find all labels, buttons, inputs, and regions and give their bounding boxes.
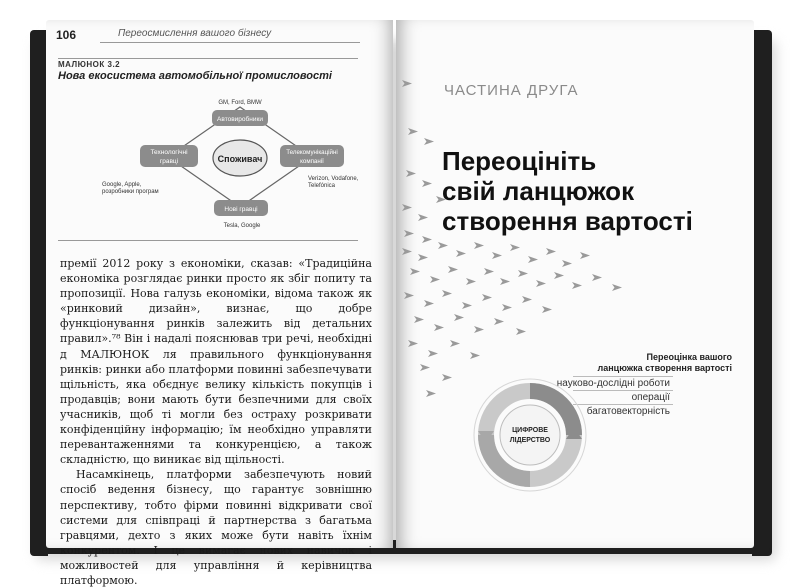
body-text bbox=[60, 256, 372, 588]
cycle-center-label-1: ЦИФРОВЕ bbox=[512, 427, 548, 434]
ecosystem-diagram bbox=[46, 92, 393, 237]
chain-item: науково-дослідні роботи bbox=[556, 378, 670, 389]
telecom-label-2: компанії bbox=[300, 158, 324, 165]
page-number: 106 bbox=[56, 28, 77, 42]
digital-leadership-cycle bbox=[470, 375, 590, 495]
tech-players-label-2: гравці bbox=[159, 158, 179, 165]
chain-item: операції bbox=[631, 392, 670, 403]
telecom-label-1: Телекомунікаційні bbox=[286, 149, 338, 156]
header-rule bbox=[100, 42, 360, 43]
figure-label: МАЛЮНОК 3.2 bbox=[58, 60, 121, 69]
chapter-title-line: Переоцініть bbox=[442, 146, 597, 176]
chain-title-line: Переоцінка вашого bbox=[646, 352, 732, 362]
tech-players-label-1: Технологічні bbox=[150, 149, 188, 156]
consumer-label: Споживач bbox=[217, 154, 263, 164]
arrow-icons bbox=[402, 80, 622, 397]
chain-title-line: ланцюжка створення вартості bbox=[597, 363, 732, 373]
part-label: ЧАСТИНА ДРУГА bbox=[444, 82, 579, 99]
chapter-title bbox=[442, 146, 693, 236]
telecom-note-2: Telefónica bbox=[308, 183, 336, 189]
right-page-edges bbox=[752, 30, 772, 556]
figure-bottom-rule bbox=[58, 240, 358, 241]
telecom-note-1: Verizon, Vodafone, bbox=[308, 176, 359, 182]
automakers-note: GM, Ford, BMW bbox=[218, 100, 262, 106]
running-head: Переосмислення вашого бізнесу bbox=[118, 28, 272, 39]
chapter-title-line: свій ланцюжок bbox=[442, 176, 635, 206]
chain-title bbox=[560, 352, 732, 374]
tech-players-note-2: розробники програм bbox=[102, 189, 159, 195]
figure-title: Нова екосистема автомобільної промисловості bbox=[58, 70, 332, 82]
chapter-title-line: створення вартості bbox=[442, 206, 693, 236]
chain-item: багатовекторність bbox=[586, 406, 670, 417]
automakers-label: Автовиробники bbox=[217, 116, 263, 123]
paragraph: премії 2012 року з економіки, сказав: «Традиційна економіка розглядає ринки просто як збіг попиту та пропозиції. Нова галузь економіки, відома також як «ринковий дизайн», визнає, що добре функціонування ринків залежить від детальних правил».⁷⁸ Він і надалі пояснював три речі, необхідні д МАЛЮНОК ля правильного функціонування ринків: ринки або платформи повинні забезпечувати щільність, яка обєднує велику кількість покупців і продавців; вони мають бути безпечними для своїх учасників, щоб ті могли без остраху розкривати конфіденційну інформацію; їм необхідно управляти перевантаженнями та конкуренцією, а також складністю, що виникає від щільності. bbox=[60, 257, 372, 467]
tech-players-note-1: Google, Apple, bbox=[102, 182, 142, 188]
new-players-note: Tesla, Google bbox=[223, 223, 261, 229]
cycle-core bbox=[500, 405, 560, 465]
figure-top-rule bbox=[58, 58, 358, 59]
cycle-center-label-2: ЛІДЕРСТВО bbox=[509, 437, 551, 444]
paragraph: Насамкінець, платформи забезпечують новий спосіб ведення бізнесу, що гарантує зовнішню перспективу, тобто фірми повинні відкривати свої системи для співпраці й партнерства з багатьма гравцями, дехто з яких може бути навіть їхнім конкурентом. І це вимагає нових навичок і можливостей для управління й керівництва платформою. bbox=[60, 468, 372, 587]
new-players-label: Нові гравці bbox=[224, 206, 258, 213]
